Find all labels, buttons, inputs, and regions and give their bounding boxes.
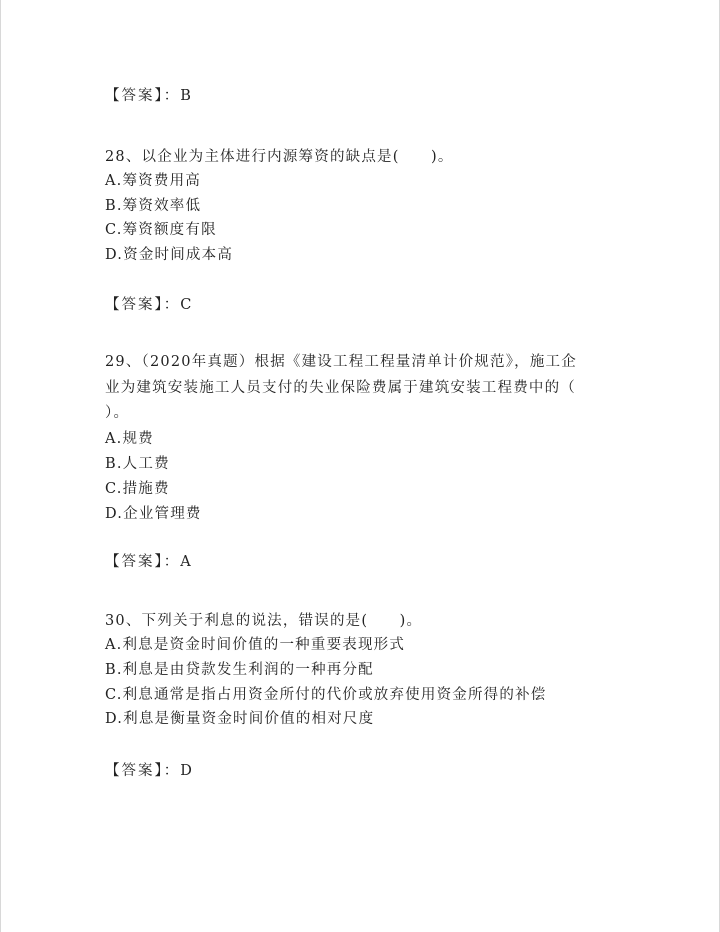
- question-28-option-d: D.资金时间成本高: [105, 247, 234, 263]
- question-30-option-d: D.利息是衡量资金时间价值的相对尺度: [105, 711, 375, 727]
- question-29-option-b: B.人工费: [105, 456, 170, 472]
- question-29-text-line-1: 29、（2020年真题）根据《建设工程工程量清单计价规范》，施工企: [105, 354, 577, 370]
- question-28-option-b: B.筹资效率低: [105, 198, 202, 214]
- question-30-option-b: B.利息是由贷款发生利润的一种再分配: [105, 662, 374, 678]
- question-29-text-line-3: ）。: [105, 405, 130, 421]
- question-28-option-a: A.筹资费用高: [105, 173, 201, 189]
- question-29-option-c: C.措施费: [105, 481, 170, 497]
- answer-30: 【答案】：D: [105, 763, 194, 779]
- question-29-option-a: A.规费: [105, 431, 154, 447]
- answer-28: 【答案】：C: [105, 297, 194, 313]
- question-30-option-c: C.利息通常是指占用资金所付的代价或放弃使用资金所得的补偿: [105, 687, 547, 703]
- question-29-text-line-2: 业为建筑安装施工人员支付的失业保险费属于建筑安装工程费中的（: [105, 380, 576, 396]
- answer-27: 【答案】：B: [105, 88, 193, 104]
- question-28-option-c: C.筹资额度有限: [105, 222, 217, 238]
- question-30-text: 30、下列关于利息的说法，错误的是( )。: [105, 613, 423, 629]
- question-28-text: 28、以企业为主体进行内源筹资的缺点是( )。: [105, 149, 454, 165]
- question-30-option-a: A.利息是资金时间价值的一种重要表现形式: [105, 637, 406, 653]
- question-29-option-d: D.企业管理费: [105, 506, 202, 522]
- answer-29: 【答案】：A: [105, 554, 193, 570]
